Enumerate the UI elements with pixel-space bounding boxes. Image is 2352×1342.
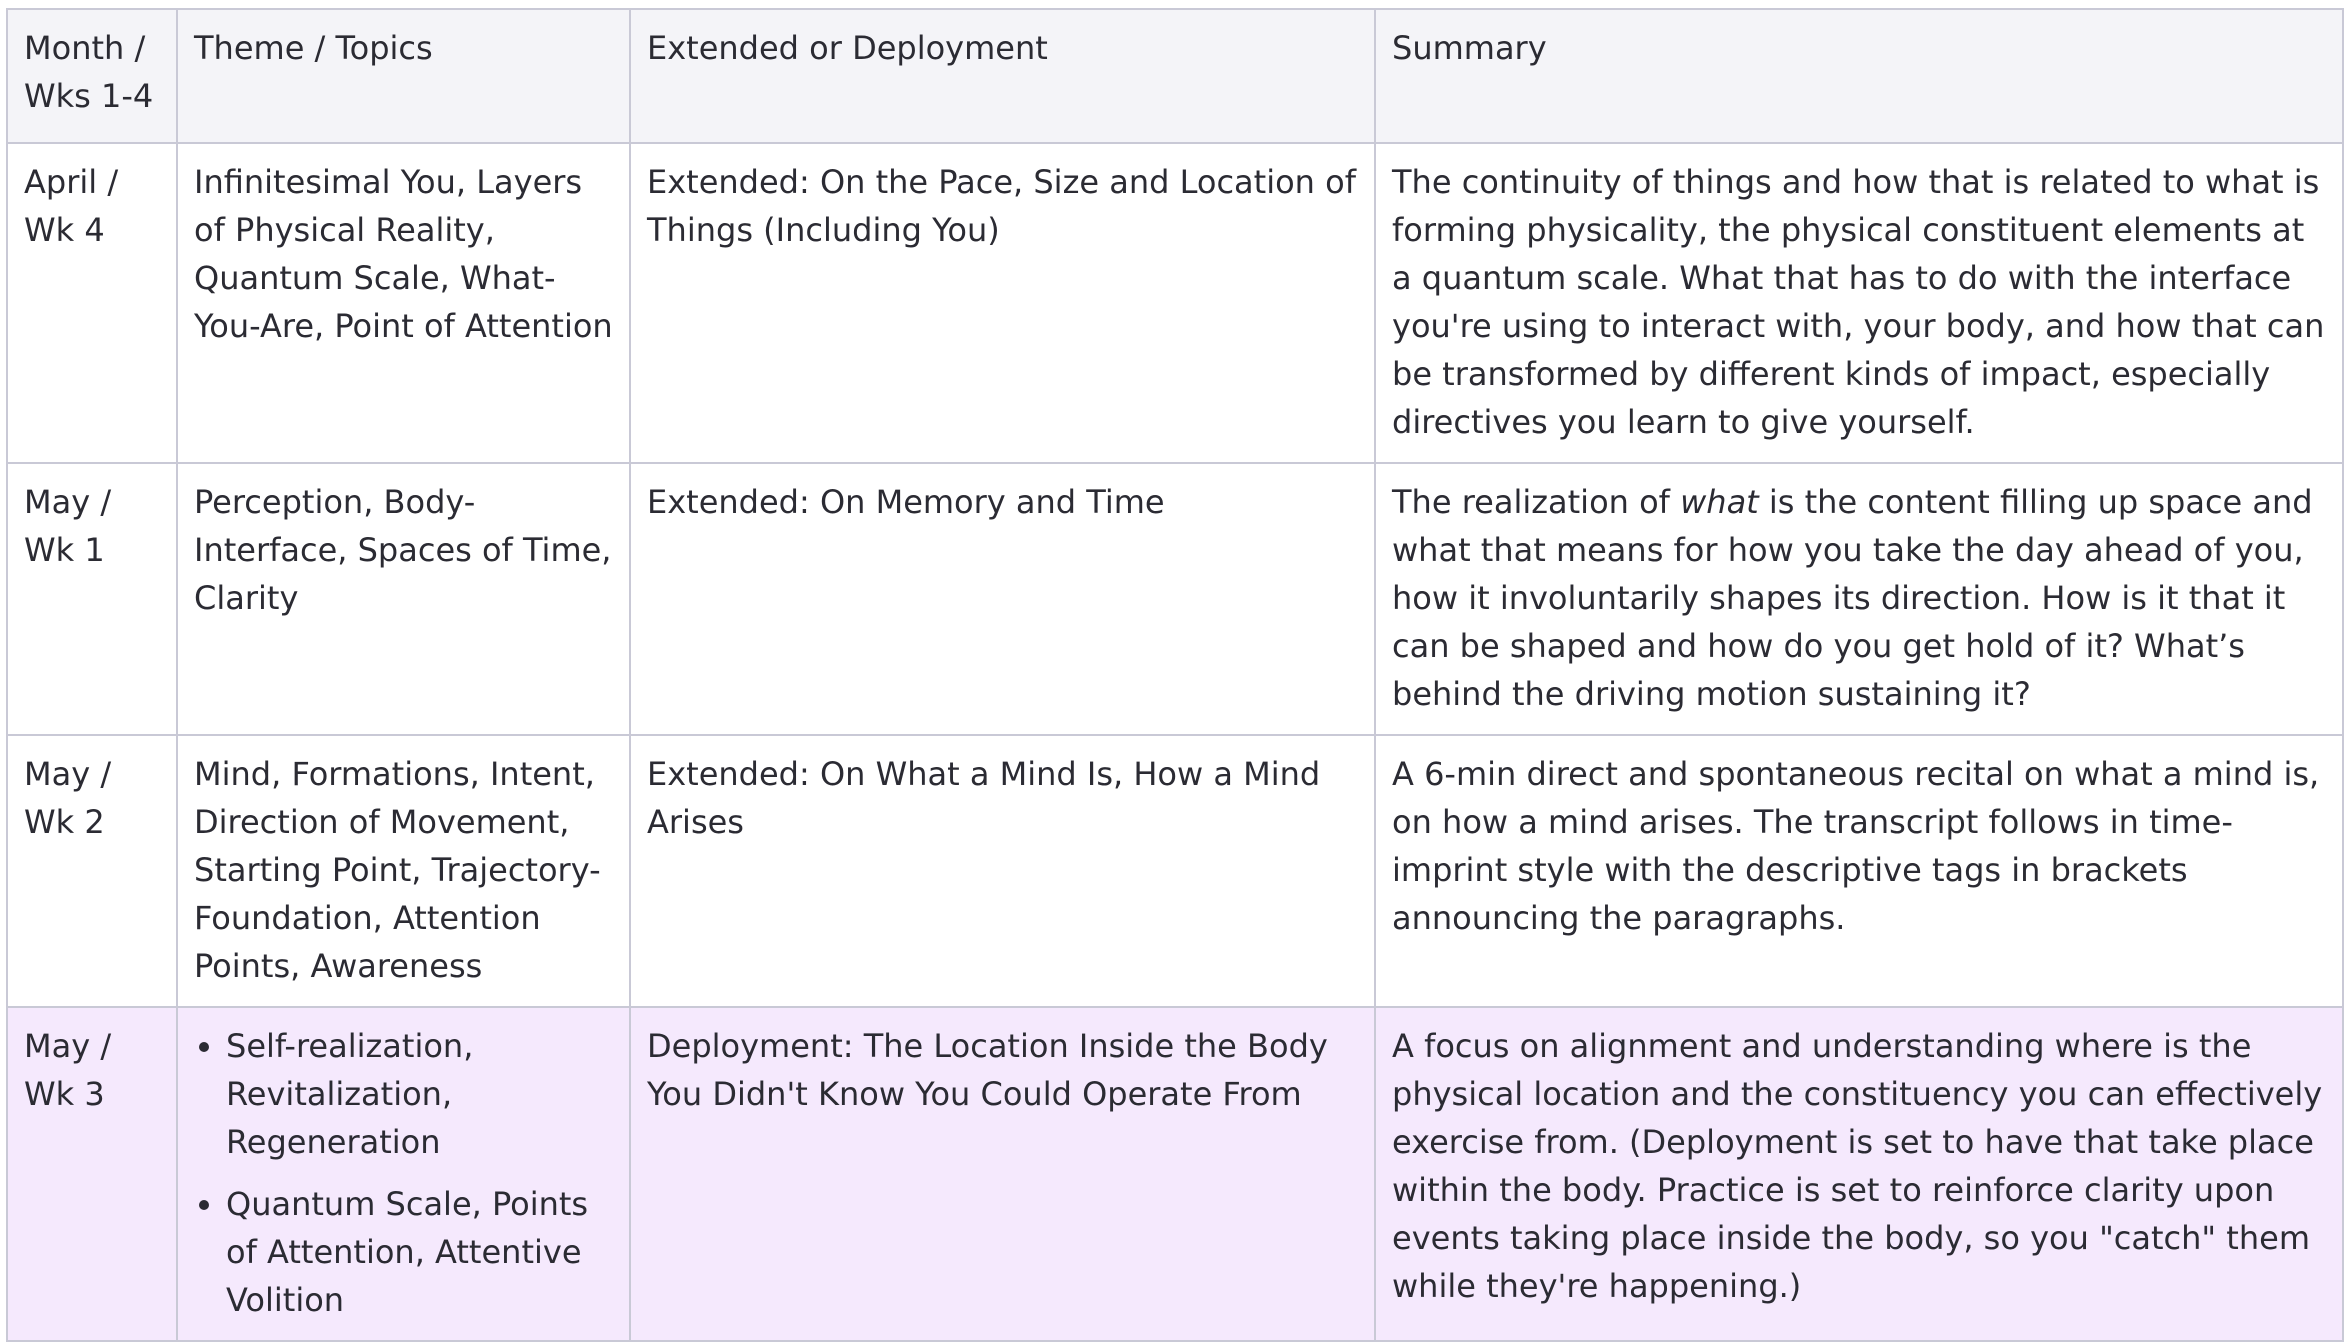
header-summary: Summary [1375, 9, 2343, 143]
cell-type: Extended: On Memory and Time [630, 463, 1375, 735]
list-item: • Quantum Scale, Points of Attention, Attentive Volition [226, 1180, 613, 1324]
cell-topics: Perception, Body-Interface, Spaces of Time, Clarity [177, 463, 630, 735]
cell-month: May / Wk 2 [7, 735, 177, 1007]
cell-topics [177, 1007, 630, 1341]
cell-topics: Infinitesimal You, Layers of Physical Reality, Quantum Scale, What-You-Are, Point of Attention [177, 143, 630, 463]
cell-type: Deployment: The Location Inside the Body You Didn't Know You Could Operate From [630, 1007, 1375, 1341]
schedule-table [6, 8, 2344, 1342]
header-month: Month / Wks 1-4 [7, 9, 177, 143]
summary-text: The realization of [1392, 483, 1681, 521]
header-topics: Theme / Topics [177, 9, 630, 143]
cell-type: Extended: On the Pace, Size and Location of Things (Including You) [630, 143, 1375, 463]
cell-topics: Mind, Formations, Intent, Direction of Movement, Starting Point, Trajectory-Foundation, Attention Points, Awareness [177, 735, 630, 1007]
table-row [7, 463, 2343, 735]
list-item: • Self-realization, Revitalization, Regeneration [226, 1022, 613, 1166]
topics-bullet-list [194, 1022, 613, 1324]
cell-month: April / Wk 4 [7, 143, 177, 463]
table-row [7, 143, 2343, 463]
cell-summary: A 6-min direct and spontaneous recital on what a mind is, on how a mind arises. The transcript follows in time-imprint style with the descriptive tags in brackets announcing the paragraphs. [1375, 735, 2343, 1007]
summary-text: is the content filling up space and what that means for how you take the day ahead of you, how it involuntarily shapes its direction. How is it that it can be shaped and how do you get hold of it? What’s behind the driving motion sustaining it? [1392, 483, 2313, 713]
cell-month: May / Wk 1 [7, 463, 177, 735]
header-type: Extended or Deployment [630, 9, 1375, 143]
table-row [7, 735, 2343, 1007]
schedule-table-container [6, 8, 2342, 1342]
table-row-highlighted [7, 1007, 2343, 1341]
summary-emphasis: what [1680, 483, 1759, 521]
header-row [7, 9, 2343, 143]
cell-summary: A focus on alignment and understanding where is the physical location and the constituency you can effectively exercise from. (Deployment is set to have that take place within the body. Practice is set to reinforce clarity upon events taking place inside the body, so you "catch" them while they're happening.) [1375, 1007, 2343, 1341]
cell-summary: The continuity of things and how that is related to what is forming physicality, the physical constituent elements at a quantum scale. What that has to do with the interface you're using to interact with, your body, and how that can be transformed by different kinds of impact, especially directives you learn to give yourself. [1375, 143, 2343, 463]
cell-type: Extended: On What a Mind Is, How a Mind Arises [630, 735, 1375, 1007]
cell-month: May / Wk 3 [7, 1007, 177, 1341]
cell-summary [1375, 463, 2343, 735]
